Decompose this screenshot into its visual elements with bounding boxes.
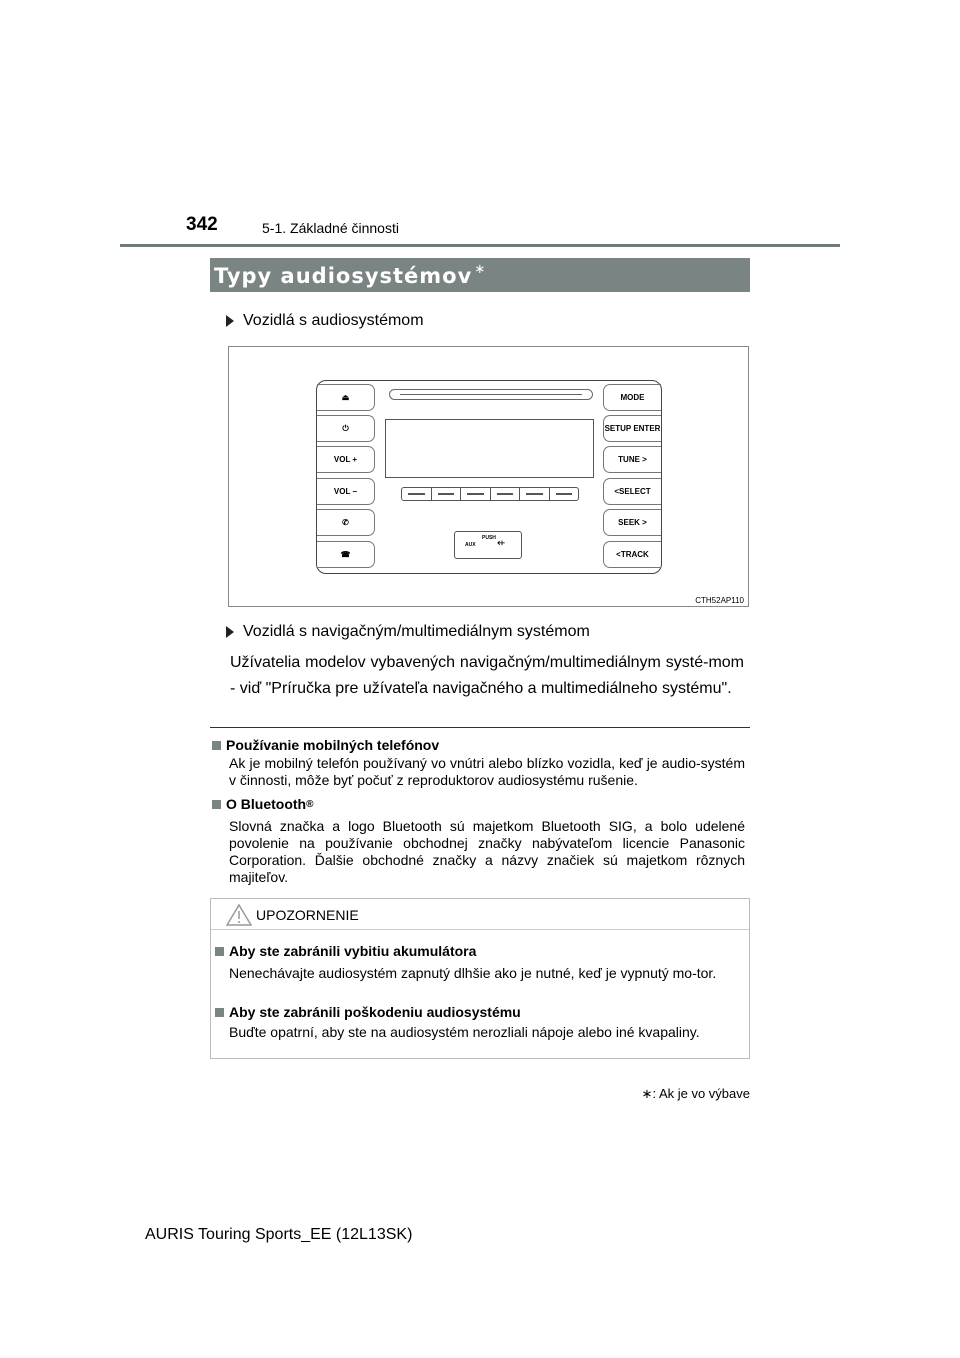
preset-button — [402, 488, 432, 500]
warning-heading-text: Aby ste zabránili vybitiu akumulátora — [229, 943, 477, 959]
preset-button — [520, 488, 550, 500]
bullet-navigation-system — [226, 623, 590, 641]
preset-button — [461, 488, 491, 500]
chapter-title: 5-1. Základné činnosti — [262, 220, 399, 236]
preset-button — [432, 488, 462, 500]
phone-pickup-button: ✆ — [317, 509, 375, 536]
optional-mark: ∗ — [474, 262, 487, 277]
note-heading-text: O Bluetooth — [226, 796, 307, 812]
warning-box — [210, 898, 750, 1059]
navigation-paragraph: Užívatelia modelov vybavených navigačným/multimediálnym systé-mom - viď "Príručka pre užívateľa navigačného a multimediálneho systému". — [230, 654, 744, 697]
model-footer: AURIS Touring Sports_EE (12L13SK) — [145, 1226, 413, 1243]
warning-heading-battery — [215, 943, 476, 959]
page-number: 342 — [186, 214, 218, 235]
section-banner — [210, 258, 750, 292]
registered-mark: ® — [306, 798, 314, 810]
square-bullet-icon — [215, 1008, 224, 1017]
push-label: PUSH — [482, 535, 496, 541]
footnote-text: : Ak je vo výbave — [652, 1086, 750, 1101]
mode-button: MODE — [603, 384, 661, 411]
setup-enter-button: SETUP ENTER — [603, 415, 661, 442]
eject-button: ⏏ — [317, 384, 375, 411]
square-bullet-icon — [212, 800, 221, 809]
warning-title-row — [211, 899, 749, 930]
footnote-mark: ∗ — [641, 1086, 653, 1101]
warning-heading-text: Aby ste zabránili poškodeniu audiosystému — [229, 1004, 521, 1020]
warning-heading-damage — [215, 1004, 521, 1020]
warning-body-battery: Nenechávajte audiosystém zapnutý dlhšie ako je nutné, keď je vypnutý mo-tor. — [229, 965, 717, 981]
tune-button: TUNE > — [603, 446, 661, 473]
cd-slot — [389, 389, 593, 400]
audio-unit-figure — [228, 346, 749, 607]
section-title: Typy audiosystémov — [214, 264, 473, 288]
note-heading-bluetooth — [212, 796, 313, 812]
note-body-bluetooth: Slovná značka a logo Bluetooth sú majetkom Bluetooth SIG, a bolo udelené povolenie na používanie obchodnej značky nabývateľom licencie Panasonic Corporation. Ďalšie obchodné značky a názvy značiek sú majetkom rôznych majiteľov. — [229, 818, 745, 885]
display-screen — [385, 419, 594, 478]
section-divider — [210, 727, 750, 728]
vol-up-button: VOL + — [317, 446, 375, 473]
bullet-text: Vozidlá s navigačným/multimediálnym systémom — [243, 623, 590, 640]
usb-icon: ⇷ — [497, 538, 506, 549]
triangle-bullet-icon — [226, 315, 234, 327]
square-bullet-icon — [212, 741, 221, 750]
aux-usb-port — [454, 531, 522, 559]
footnote — [642, 1086, 750, 1102]
warning-triangle-icon — [226, 903, 252, 927]
seek-button: SEEK > — [603, 509, 661, 536]
square-bullet-icon — [215, 947, 224, 956]
phone-hangup-button: ☎ — [317, 541, 375, 568]
triangle-bullet-icon — [226, 626, 234, 638]
preset-button — [550, 488, 579, 500]
track-button: <TRACK — [603, 541, 661, 568]
power-button: ⏻ — [317, 415, 375, 442]
header-rule — [120, 244, 840, 247]
figure-code: CTH52AP110 — [695, 596, 744, 605]
bullet-audio-system — [226, 312, 424, 330]
bullet-text: Vozidlá s audiosystémom — [243, 312, 424, 329]
warning-title: UPOZORNENIE — [256, 907, 359, 923]
note-body-phones: Ak je mobilný telefón používaný vo vnútri alebo blízko vozidla, keď je audio-systém v činnosti, môže byť počuť z reproduktorov audiosystému rušenie. — [229, 755, 745, 788]
warning-body-damage: Buďte opatrní, aby ste na audiosystém nerozliali nápoje alebo iné kvapaliny. — [229, 1024, 700, 1040]
vol-down-button: VOL − — [317, 478, 375, 505]
preset-button — [491, 488, 521, 500]
note-heading-phones — [212, 737, 439, 753]
radio-panel — [316, 380, 662, 574]
preset-buttons — [401, 487, 579, 501]
aux-label: AUX — [465, 542, 476, 548]
select-button: <SELECT — [603, 478, 661, 505]
note-heading-text: Používanie mobilných telefónov — [226, 737, 440, 753]
